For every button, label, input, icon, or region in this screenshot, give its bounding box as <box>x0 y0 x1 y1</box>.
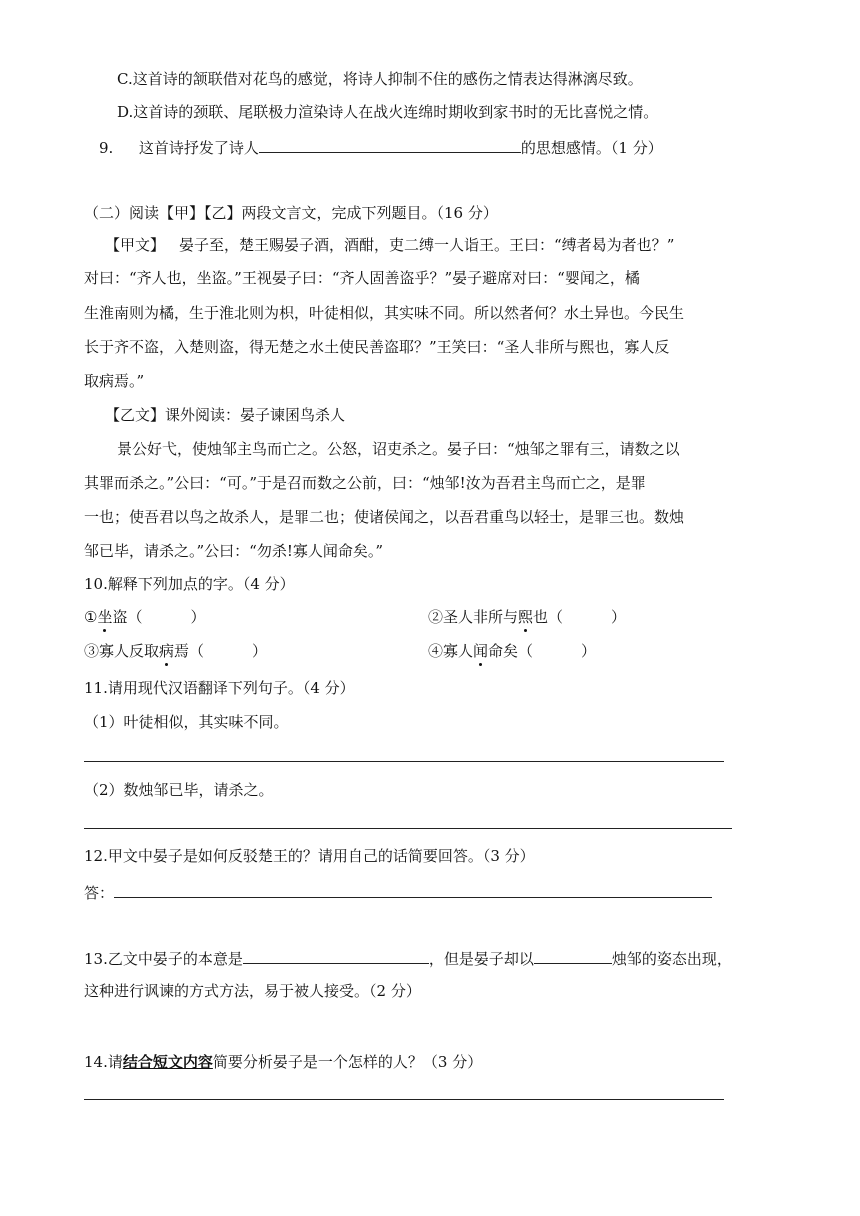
q9-answer-blank[interactable] <box>259 135 521 153</box>
yi-line-2: 其罪而杀之。”公曰：“可。”于是召而数之公前，曰：“烛邹!汝为吾君主鸟而亡之，是罪 <box>84 474 646 492</box>
jia-label: 【甲文】 <box>105 236 166 254</box>
q13-post: 烛邹的姿态出现， <box>611 950 732 968</box>
q13-mid: ，但是晏子却以 <box>428 950 534 968</box>
q13-line-2: 这种进行讽谏的方式方法，易于被人接受。（2 分） <box>84 982 421 1000</box>
q10-item-2-post: 也（ <box>533 608 564 626</box>
q13-pre: 13.乙文中晏子的本意是 <box>84 950 243 968</box>
jia-line-1 <box>105 234 674 256</box>
q10-item-4-pre: ④寡人 <box>428 642 474 660</box>
q10-item-2-close: ） <box>611 608 627 626</box>
q10-item-4 <box>428 640 596 662</box>
q10-item-3 <box>84 640 267 662</box>
q14-post: 简要分析晏子是一个怎样的人？（3 分） <box>212 1053 483 1071</box>
q9-number: 9. <box>99 139 114 157</box>
yi-label: 【乙文】 <box>105 406 166 424</box>
q10-item-3-post: 焉（ <box>174 642 205 660</box>
q10-item-2 <box>428 606 626 628</box>
jia-text-1: 晏子至，楚王赐晏子酒，酒酣，吏二缚一人诣王。王曰：“缚者曷为者也？” <box>179 236 675 254</box>
yi-title: 课外阅读：晏子谏囷鸟杀人 <box>165 406 346 424</box>
q14-pre: 14.请 <box>84 1053 123 1071</box>
q10-item-3-dotted-char: 病 <box>159 642 175 660</box>
q9-stem-pre: 这首诗抒发了诗人 <box>138 139 259 157</box>
q12-answer-row <box>84 880 712 904</box>
q12-answer-label: 答： <box>84 884 115 902</box>
q11-sentence-2: （2）数烛邹已毕，请杀之。 <box>84 781 274 799</box>
q10-item-1 <box>84 606 206 628</box>
q10-item-1-post: 盗（ <box>112 608 143 626</box>
yi-line-4: 邹已毕，请杀之。”公曰：“勿杀!寡人闻命矣。” <box>84 542 384 560</box>
jia-line-5: 取病焉。” <box>84 372 145 390</box>
jia-line-3: 生淮南则为橘，生于淮北则为枳，叶徒相似，其实味不同。所以然者何？水土异也。今民生 <box>84 304 685 322</box>
q9-line <box>99 135 663 159</box>
q11-sentence-1: （1）叶徒相似，其实味不同。 <box>84 713 289 731</box>
q13-blank-2[interactable] <box>534 946 612 964</box>
q14-emphasis: 结合短文内容 <box>122 1053 213 1071</box>
section-2-heading: （二）阅读【甲】【乙】两段文言文，完成下列题目。（16 分） <box>84 204 498 222</box>
q12-stem: 12.甲文中晏子是如何反驳楚王的？请用自己的话简要回答。（3 分） <box>84 847 535 865</box>
q14-answer-line[interactable] <box>84 1099 724 1100</box>
q13-line-1 <box>84 946 732 970</box>
q10-item-1-dotted-char: 坐 <box>97 608 113 626</box>
jia-line-4: 长于齐不盗，入楚则盗，得无楚之水土使民善盗耶？”王笑曰：“圣人非所与熙也，寡人反 <box>84 338 670 356</box>
q8-option-d: D.这首诗的颈联、尾联极力渲染诗人在战火连绵时期收到家书时的无比喜悦之情。 <box>117 103 659 121</box>
q10-item-1-pre: ① <box>84 608 98 626</box>
q10-item-4-post: 命矣（ <box>488 642 534 660</box>
q10-item-2-dotted-char: 熙 <box>518 608 534 626</box>
q10-item-1-close: ） <box>190 608 206 626</box>
q9-stem-post: 的思想感情。（1 分） <box>520 139 663 157</box>
q10-item-3-pre: ③寡人反取 <box>84 642 160 660</box>
yi-line-1: 景公好弋，使烛邹主鸟而亡之。公怒，诏吏杀之。晏子曰：“烛邹之罪有三，请数之以 <box>117 440 680 458</box>
yi-line-3: 一也；使吾君以鸟之故杀人，是罪二也；使诸侯闻之，以吾君重鸟以轻士，是罪三也。数烛 <box>84 508 685 526</box>
q11-stem: 11.请用现代汉语翻译下列句子。（4 分） <box>84 679 355 697</box>
q10-item-3-close: ） <box>252 642 268 660</box>
q10-item-2-pre: ②圣人非所与 <box>428 608 519 626</box>
yi-heading <box>105 404 345 426</box>
q10-item-4-close: ） <box>581 642 597 660</box>
q11-answer-line-1[interactable] <box>84 761 724 762</box>
q11-answer-line-2[interactable] <box>84 828 732 829</box>
q13-blank-1[interactable] <box>243 946 429 964</box>
q12-answer-blank[interactable] <box>114 880 712 898</box>
q14-stem <box>84 1051 482 1073</box>
q10-stem: 10.解释下列加点的字。（4 分） <box>84 575 295 593</box>
q10-item-4-dotted-char: 闻 <box>473 642 489 660</box>
jia-line-2: 对曰：“齐人也，坐盗。”王视晏子曰：“齐人固善盗乎？”晏子避席对曰：“婴闻之，橘 <box>84 269 640 287</box>
q8-option-c: C.这首诗的颔联借对花鸟的感觉，将诗人抑制不住的感伤之情表达得淋漓尽致。 <box>117 70 643 88</box>
